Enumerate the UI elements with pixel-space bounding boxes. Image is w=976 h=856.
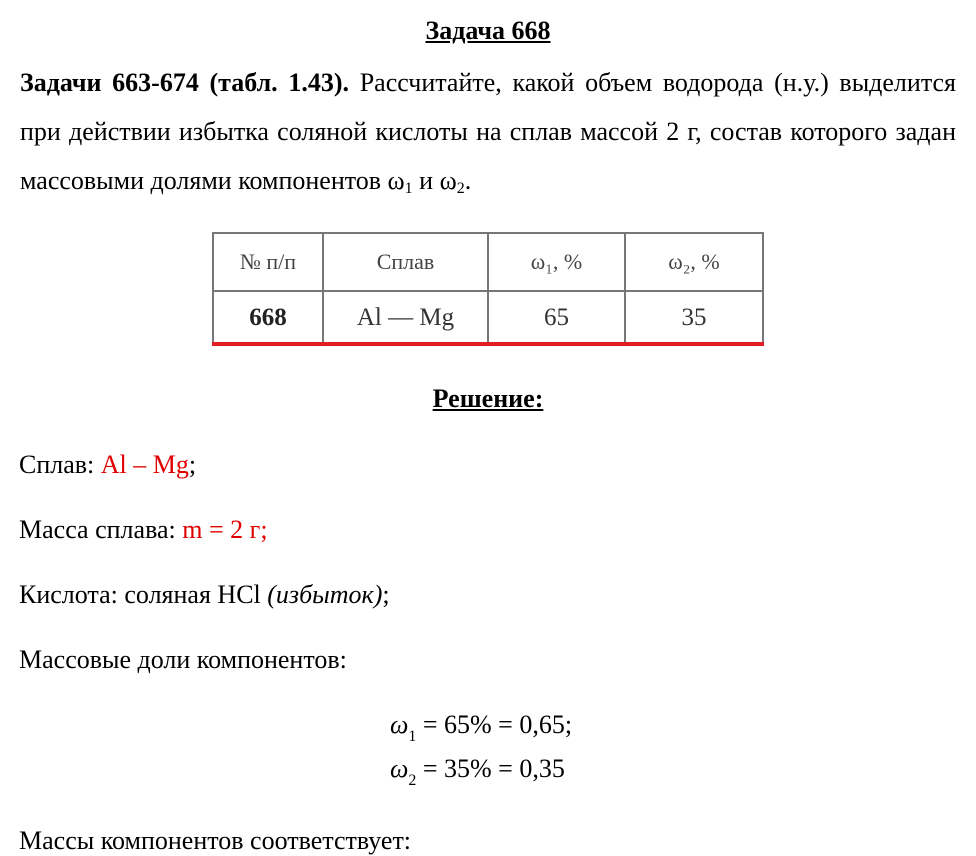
task-text-end: . xyxy=(464,166,472,195)
omega2-symbol: ω xyxy=(390,754,409,783)
table-cell-number: 668 xyxy=(214,292,324,344)
table-header-alloy: Сплав xyxy=(324,234,489,292)
acid-line xyxy=(19,580,390,610)
task-range-label: Задачи 663-674 (табл. 1.43). xyxy=(20,68,350,97)
solution-heading: Решение: xyxy=(432,384,544,413)
problem-title: Задача 668 xyxy=(425,16,551,45)
alloy-end: ; xyxy=(188,450,197,479)
table-red-underline xyxy=(212,342,764,346)
alloy-label: Сплав: xyxy=(19,450,101,479)
masses-label: Массы компонентов соответствует: xyxy=(19,826,412,855)
table-header-omega1: ω₁, % xyxy=(489,234,626,292)
task-text-1: Рассчитайте, какой объем водорода (н.у.) выделится при действии избытка соляной кислоты на сплав массой 2 г, состав которого задан массовыми долями компонентов ω xyxy=(20,68,956,195)
table-cell-omega2: 35 xyxy=(681,304,707,331)
mass-line xyxy=(19,515,268,545)
task-text-2: и ω xyxy=(412,166,457,195)
table-cell-alloy: Al — Mg xyxy=(324,292,489,344)
acid-end: ; xyxy=(382,580,390,609)
table-header-omega2: ω₂, % xyxy=(626,234,762,292)
table-header-number: № п/п xyxy=(214,234,324,292)
acid-label: Кислота: соляная HCl xyxy=(19,580,268,609)
formula1-subscript: 1 xyxy=(408,728,417,745)
formula1-rest: = 65% = 0,65; xyxy=(416,710,573,739)
data-table xyxy=(212,232,764,346)
table-cell-omega1: 65 xyxy=(489,292,626,344)
alloy-line xyxy=(19,450,196,480)
acid-note: (избыток) xyxy=(267,580,383,609)
omega1-symbol: ω xyxy=(390,710,409,739)
mass-value: m = 2 г; xyxy=(182,515,268,544)
formula-omega1 xyxy=(390,710,572,746)
mass-label: Масса сплава: xyxy=(19,515,183,544)
formula2-rest: = 35% = 0,35 xyxy=(416,754,565,783)
alloy-value: Al – Mg xyxy=(100,450,189,479)
formula2-subscript: 2 xyxy=(408,772,417,789)
problem-statement xyxy=(20,58,956,213)
formula-omega2 xyxy=(390,754,565,790)
omega1-subscript: 1 xyxy=(404,180,413,197)
fractions-label: Массовые доли компонентов: xyxy=(19,645,347,674)
omega2-subscript: 2 xyxy=(456,180,465,197)
